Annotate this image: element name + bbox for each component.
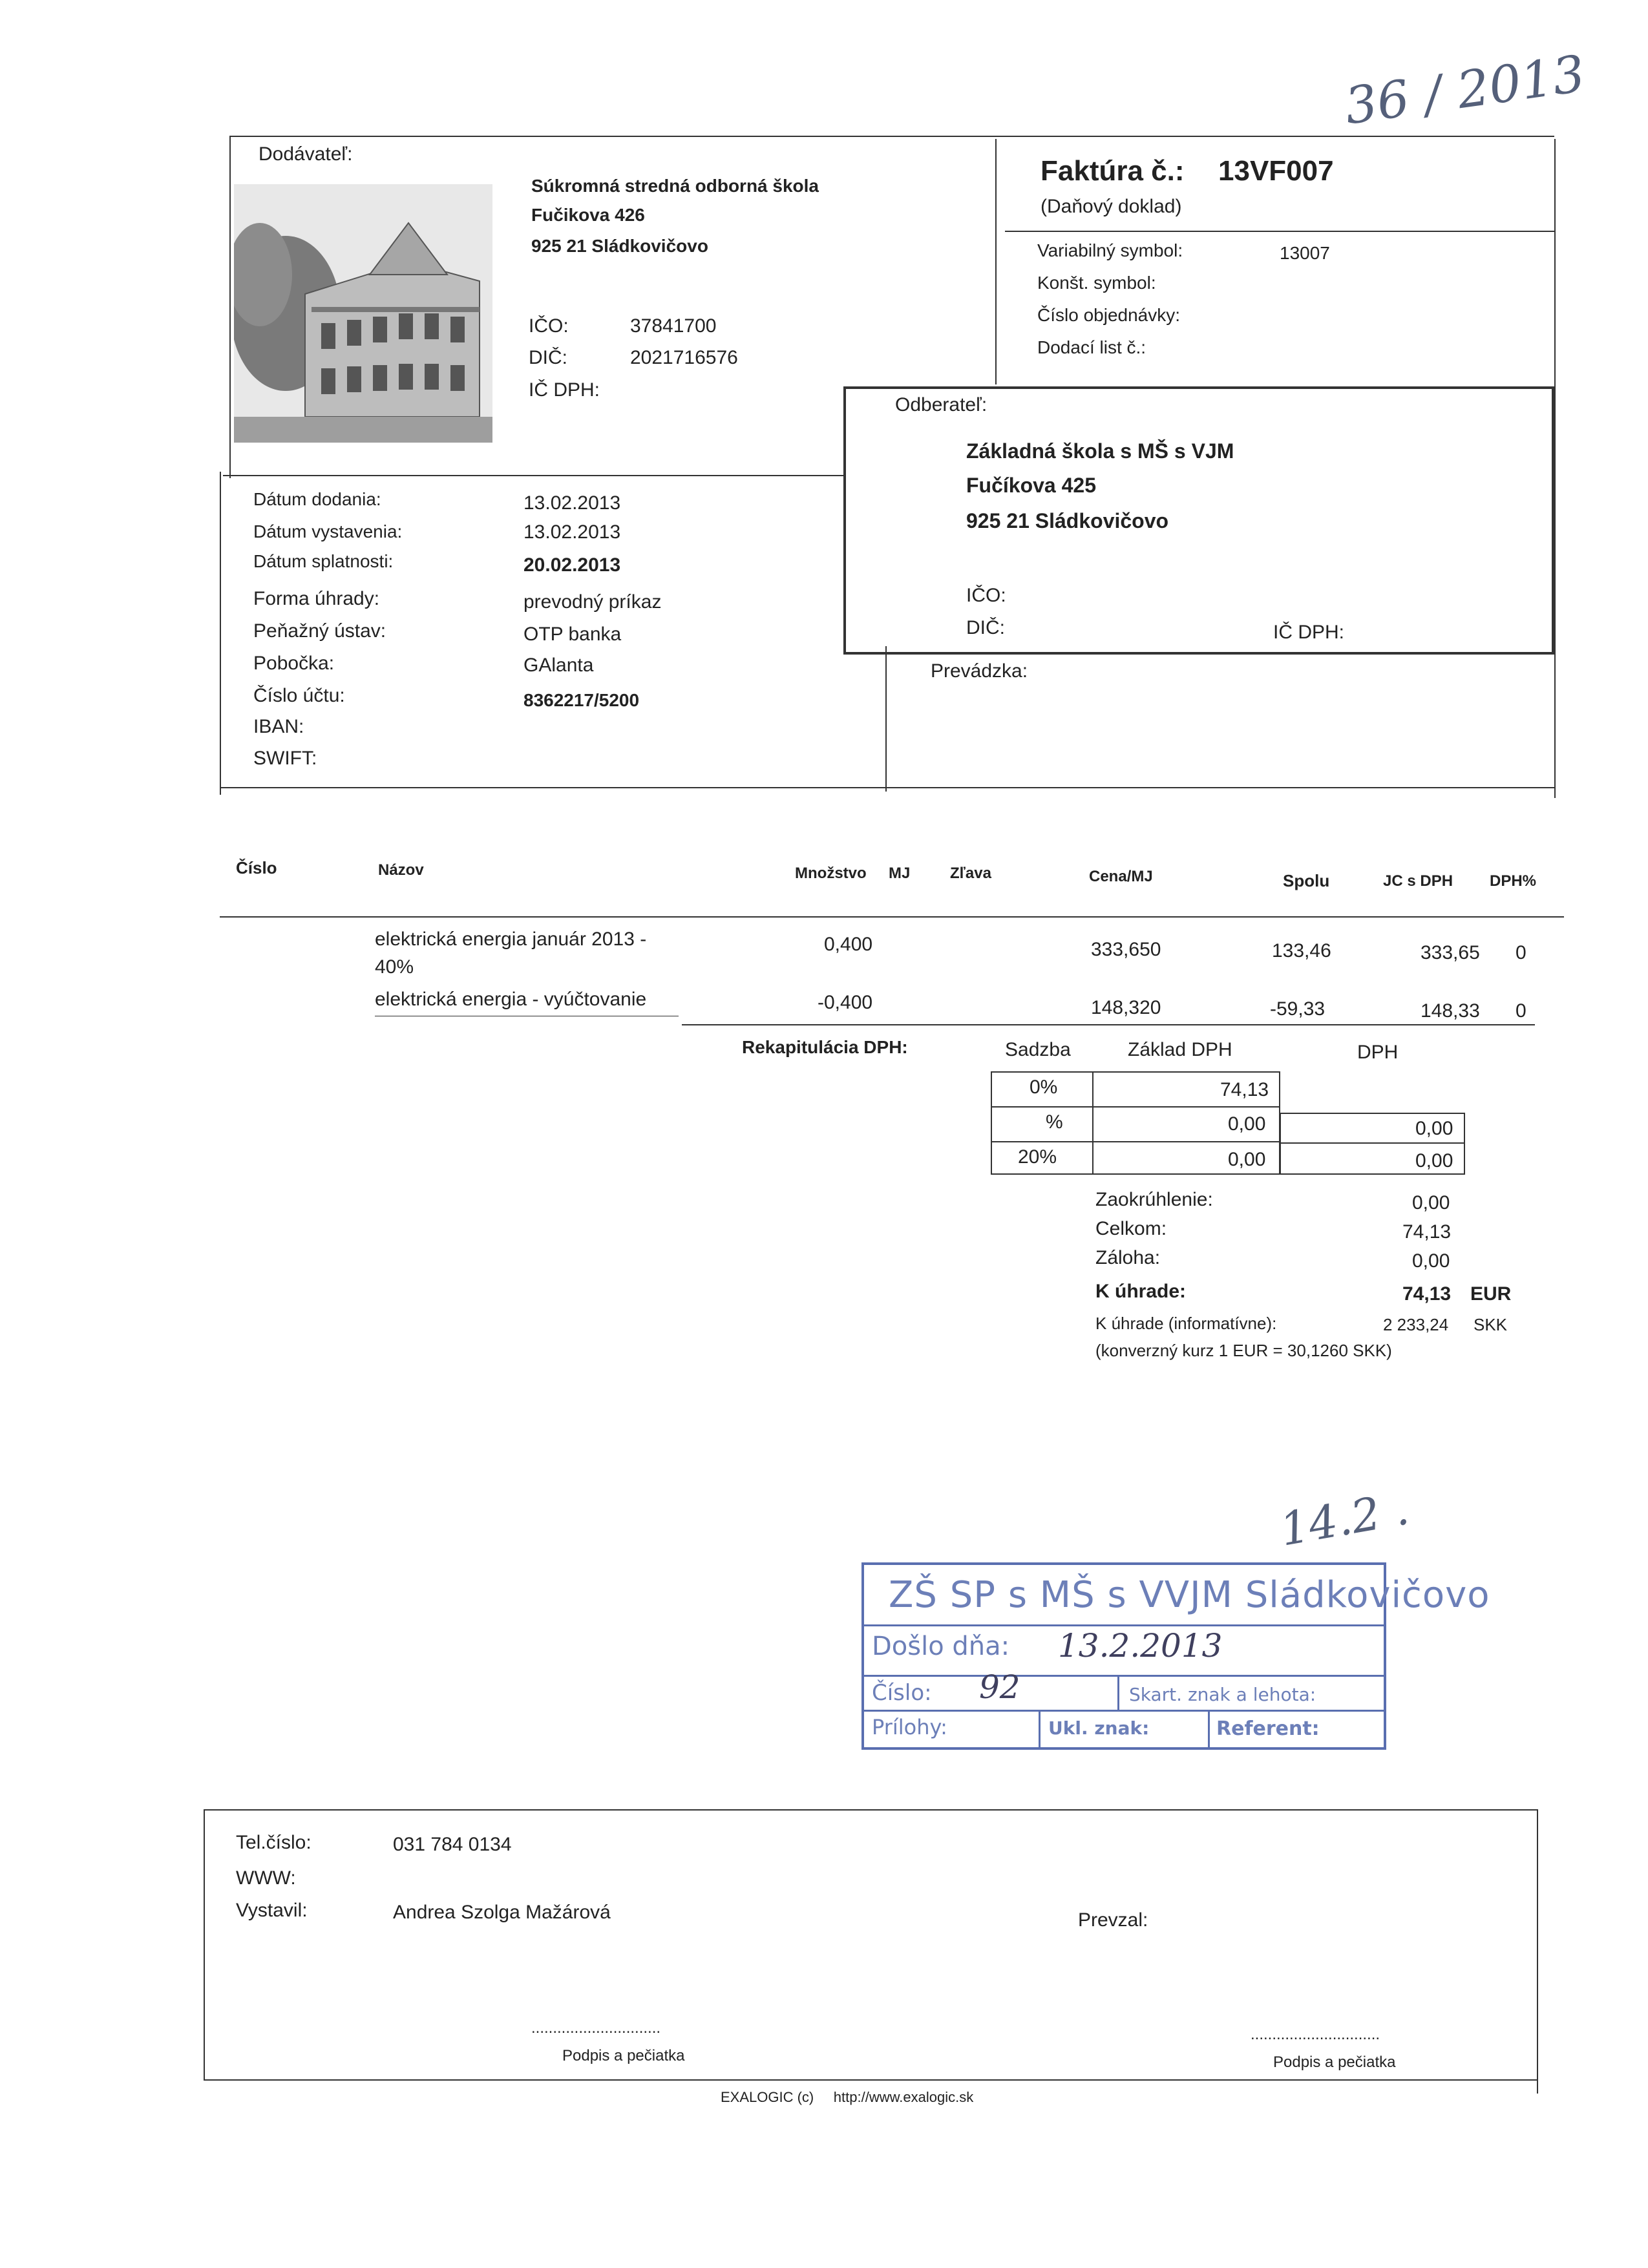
details-bottom-line bbox=[220, 787, 1554, 788]
stamp-doslo-value: 13.2.2013 bbox=[1058, 1627, 1223, 1664]
recap-label: Rekapitulácia DPH: bbox=[742, 1037, 908, 1057]
row2-dph: 0 bbox=[1516, 1000, 1527, 1022]
supplier-ico: 37841700 bbox=[630, 315, 717, 337]
objednavka-label: Číslo objednávky: bbox=[1037, 305, 1181, 325]
col-zlava: Zľava bbox=[950, 865, 991, 882]
invoice-header-line bbox=[1005, 231, 1554, 232]
row2-nazov-1: elektrická energia - vyúčtovanie bbox=[375, 989, 647, 1010]
signature-dots-left: .............................. bbox=[531, 2019, 661, 2037]
uhrade-currency: EUR bbox=[1470, 1283, 1512, 1305]
stamp-divider-1 bbox=[1117, 1675, 1119, 1710]
col-cena: Cena/MJ bbox=[1089, 868, 1153, 885]
stamp-doslo-label: Došlo dňa: bbox=[872, 1632, 1010, 1661]
supplier-dic-label: DIČ: bbox=[529, 347, 567, 368]
footer-left-line bbox=[204, 1809, 205, 2081]
recap-grid-row2 bbox=[991, 1141, 1280, 1142]
row1-dph: 0 bbox=[1516, 942, 1527, 963]
zaokruhlenie-value: 0,00 bbox=[1412, 1192, 1450, 1213]
recap-row3-dph: 0,00 bbox=[1415, 1150, 1453, 1171]
stamp-title: ZŠ SP s MŠ s VVJM Sládkovičovo bbox=[889, 1574, 1490, 1616]
supplier-ico-label: IČO: bbox=[529, 315, 569, 337]
supplier-icdph-label: IČ DPH: bbox=[529, 379, 600, 401]
row1-spolu: 133,46 bbox=[1272, 940, 1331, 961]
stamp-prilohy-label: Prílohy: bbox=[872, 1715, 947, 1739]
customer-box bbox=[843, 386, 1554, 655]
row1-mnozstvo: 0,400 bbox=[824, 934, 873, 955]
info-value: 2 233,24 bbox=[1383, 1315, 1449, 1334]
recap-row1-sadzba: 0% bbox=[1030, 1076, 1058, 1098]
zaloha-label: Záloha: bbox=[1095, 1247, 1161, 1268]
col-cislo: Číslo bbox=[236, 858, 277, 877]
stamp-line-3 bbox=[864, 1710, 1384, 1712]
ucet-label: Číslo účtu: bbox=[253, 685, 345, 706]
vystavenia-value: 13.02.2013 bbox=[523, 521, 621, 543]
table-header-line bbox=[220, 916, 1564, 918]
ustav-label: Peňažný ústav: bbox=[253, 620, 386, 642]
row2-spolu: -59,33 bbox=[1270, 998, 1326, 1020]
recap-row2-dph: 0,00 bbox=[1415, 1118, 1453, 1139]
row2-mnozstvo: -0,400 bbox=[818, 992, 873, 1013]
stamp-line-1 bbox=[864, 1624, 1384, 1626]
celkom-value: 74,13 bbox=[1402, 1221, 1452, 1243]
supplier-label: Dodávateľ: bbox=[259, 143, 353, 165]
stamp-line-2 bbox=[864, 1675, 1384, 1677]
supplier-city: 925 21 Sládkovičovo bbox=[531, 236, 708, 256]
customer-dic-label: DIČ: bbox=[966, 617, 1005, 638]
row1-cena: 333,650 bbox=[1091, 939, 1161, 960]
variabilny-value: 13007 bbox=[1280, 243, 1330, 263]
forma-value: prevodný príkaz bbox=[523, 591, 662, 613]
prevzal-label: Prevzal: bbox=[1078, 1909, 1148, 1931]
stamp-cislo-value: 92 bbox=[979, 1668, 1020, 1706]
splatnosti-value: 20.02.2013 bbox=[523, 554, 621, 576]
variabilny-label: Variabilný symbol: bbox=[1037, 240, 1183, 260]
customer-icdph-label: IČ DPH: bbox=[1273, 622, 1345, 643]
vystavil-label: Vystavil: bbox=[236, 1900, 308, 1921]
pobocka-label: Pobočka: bbox=[253, 653, 335, 674]
recap-grid-row1 bbox=[991, 1106, 1280, 1108]
recap-row3-sadzba: 20% bbox=[1018, 1146, 1057, 1168]
footer-bottom-line bbox=[204, 2079, 1538, 2081]
col-mnozstvo: Množstvo bbox=[795, 865, 867, 882]
ucet-value: 8362217/5200 bbox=[523, 690, 640, 710]
swift-label: SWIFT: bbox=[253, 748, 317, 769]
tel-label: Tel.číslo: bbox=[236, 1832, 312, 1853]
signature-dots-right: .............................. bbox=[1251, 2026, 1380, 2043]
row2-jc: 148,33 bbox=[1421, 1000, 1480, 1022]
uhrade-value: 74,13 bbox=[1402, 1283, 1452, 1305]
footer-top-line bbox=[204, 1809, 1538, 1811]
building-photo bbox=[234, 184, 492, 443]
col-spolu: Spolu bbox=[1283, 871, 1330, 890]
row2-cena: 148,320 bbox=[1091, 997, 1161, 1018]
conversion-rate: (konverzný kurz 1 EUR = 30,1260 SKK) bbox=[1095, 1341, 1392, 1360]
recap-dph-label: DPH bbox=[1357, 1042, 1399, 1063]
customer-street: Fučíkova 425 bbox=[966, 474, 1096, 497]
registry-stamp bbox=[861, 1562, 1490, 1750]
frame-right-line bbox=[1554, 139, 1556, 798]
invoice-title-label: Faktúra č.: bbox=[1041, 155, 1185, 187]
handwritten-note-mid: 14.2 . bbox=[1276, 1482, 1413, 1557]
supplier-street: Fučikova 426 bbox=[531, 205, 645, 225]
row1-nazov-2: 40% bbox=[375, 956, 414, 978]
frame-left-line-lower bbox=[220, 472, 221, 795]
vystavil-value: Andrea Szolga Mažárová bbox=[393, 1902, 611, 1923]
recap-row3-zaklad: 0,00 bbox=[1228, 1149, 1266, 1170]
signature-label-right: Podpis a pečiatka bbox=[1273, 2053, 1396, 2071]
recap-sadzba-label: Sadzba bbox=[1005, 1039, 1071, 1060]
supplier-dic: 2021716576 bbox=[630, 347, 738, 368]
info-label: K úhrade (informatívne): bbox=[1095, 1314, 1277, 1333]
prevadzka-label: Prevádzka: bbox=[931, 660, 1028, 682]
col-mj: MJ bbox=[889, 865, 911, 882]
customer-label: Odberateľ: bbox=[895, 394, 988, 415]
dodania-label: Dátum dodania: bbox=[253, 489, 381, 509]
customer-city: 925 21 Sládkovičovo bbox=[966, 509, 1169, 532]
dodania-value: 13.02.2013 bbox=[523, 492, 621, 514]
building-illustration bbox=[234, 184, 492, 443]
invoice-subtitle: (Daňový doklad) bbox=[1041, 196, 1182, 217]
frame-top-line bbox=[229, 136, 1554, 137]
handwritten-note-top: 36 / 2013 bbox=[1341, 45, 1589, 136]
stamp-skart-label: Skart. znak a lehota: bbox=[1129, 1684, 1316, 1705]
stamp-cislo-label: Číslo: bbox=[872, 1680, 932, 1706]
ustav-value: OTP banka bbox=[523, 624, 622, 645]
iban-label: IBAN: bbox=[253, 716, 304, 737]
recap-zaklad-label: Základ DPH bbox=[1128, 1039, 1232, 1060]
zaokruhlenie-label: Zaokrúhlenie: bbox=[1095, 1189, 1213, 1210]
recap-grid-col bbox=[1092, 1071, 1093, 1175]
row1-jc: 333,65 bbox=[1421, 942, 1480, 963]
zaloha-value: 0,00 bbox=[1412, 1250, 1450, 1272]
invoice-divider bbox=[995, 139, 997, 384]
customer-ico-label: IČO: bbox=[966, 585, 1006, 606]
col-dph: DPH% bbox=[1490, 872, 1537, 890]
signature-label-left: Podpis a pečiatka bbox=[562, 2047, 685, 2064]
details-right-line bbox=[885, 646, 887, 792]
vystavenia-label: Dátum vystavenia: bbox=[253, 521, 403, 541]
footer-right-line bbox=[1537, 1809, 1538, 2094]
stamp-divider-3 bbox=[1208, 1710, 1210, 1748]
software-credit: EXALOGIC (c) http://www.exalogic.sk bbox=[721, 2089, 974, 2105]
row1-nazov-1: elektrická energia január 2013 - bbox=[375, 929, 647, 950]
col-nazov: Názov bbox=[378, 861, 424, 879]
www-label: WWW: bbox=[236, 1867, 296, 1889]
splatnosti-label: Dátum splatnosti: bbox=[253, 551, 394, 571]
invoice-number: 13VF007 bbox=[1218, 155, 1334, 187]
konst-label: Konšt. symbol: bbox=[1037, 273, 1156, 293]
supplier-bottom-line bbox=[223, 475, 843, 476]
uhrade-label: K úhrade: bbox=[1095, 1281, 1187, 1302]
customer-name: Základná škola s MŠ s VJM bbox=[966, 439, 1234, 463]
supplier-name: Súkromná stredná odborná škola bbox=[531, 176, 819, 196]
tel-value: 031 784 0134 bbox=[393, 1834, 512, 1855]
forma-label: Forma úhrady: bbox=[253, 588, 380, 609]
frame-left-line bbox=[229, 136, 231, 478]
recap-row2-zaklad: 0,00 bbox=[1228, 1113, 1266, 1135]
col-jc: JC s DPH bbox=[1383, 872, 1453, 890]
pobocka-value: GAlanta bbox=[523, 655, 594, 676]
stamp-divider-2 bbox=[1039, 1710, 1041, 1748]
celkom-label: Celkom: bbox=[1095, 1218, 1167, 1239]
table-bottom-line bbox=[682, 1024, 1535, 1025]
stamp-ukl-label: Ukl. znak: bbox=[1048, 1717, 1150, 1739]
dodaci-label: Dodací list č.: bbox=[1037, 337, 1146, 357]
stamp-referent-label: Referent: bbox=[1216, 1717, 1320, 1740]
recap-row2-sadzba: % bbox=[1046, 1111, 1063, 1133]
recap-row1-zaklad: 74,13 bbox=[1220, 1079, 1269, 1100]
info-currency: SKK bbox=[1474, 1315, 1508, 1334]
